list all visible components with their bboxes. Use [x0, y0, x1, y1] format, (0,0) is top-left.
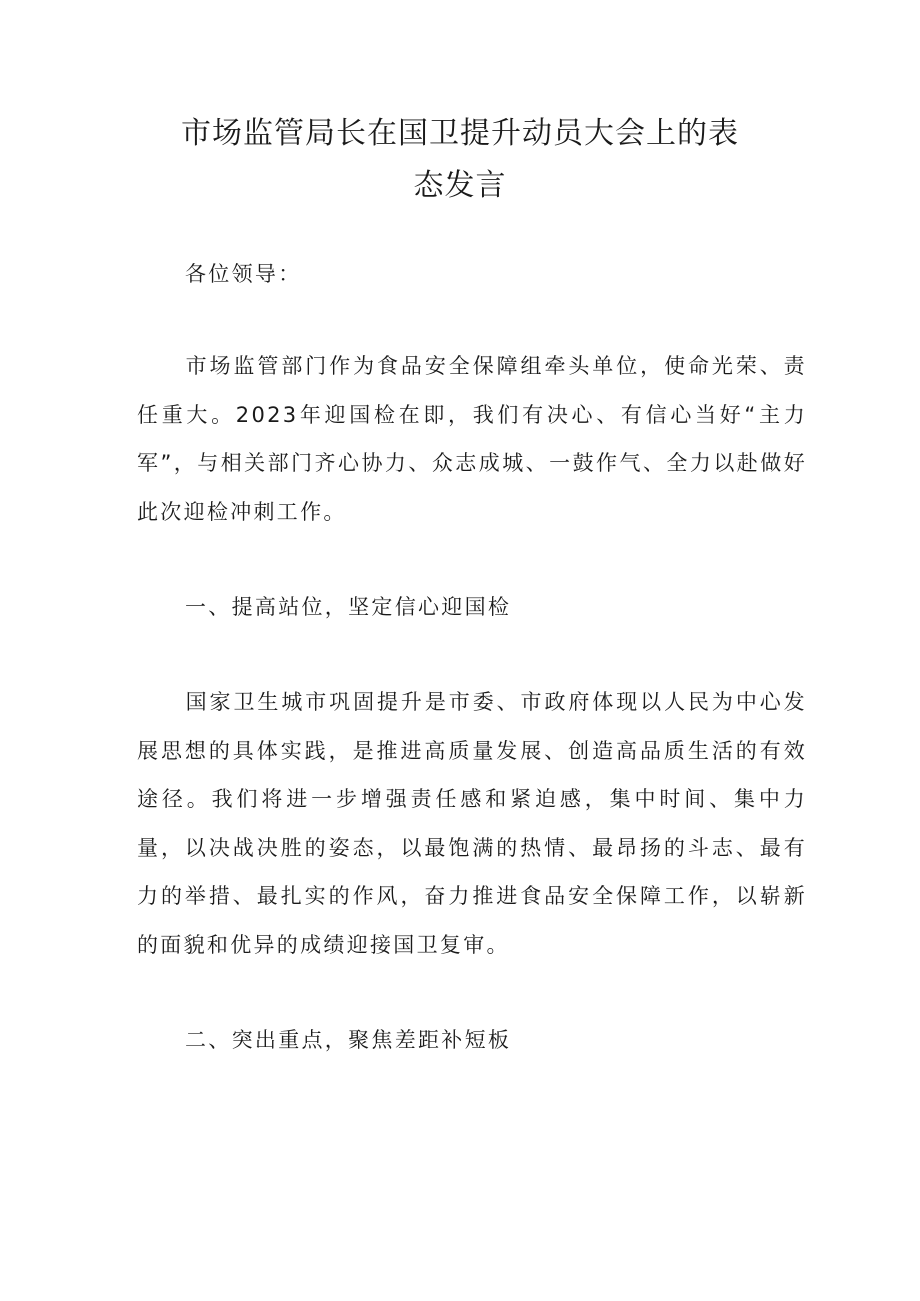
section-heading-1-text: 一、提高站位，坚定信心迎国检	[185, 595, 512, 619]
paragraph-2	[137, 678, 807, 969]
greeting	[137, 250, 807, 299]
greeting-text: 各位领导：	[185, 262, 302, 286]
document-title	[0, 108, 920, 212]
paragraph-1-text: 市场监管部门作为食品安全保障组牵头单位，使命光荣、责任重大。2023年迎国检在即，我们有决心、有信心当好“主力军”，与相关部门齐心协力、众志成城、一鼓作气、全力以赴做好此次迎检冲刺工作。	[137, 354, 807, 524]
paragraph-2-text: 国家卫生城市巩固提升是市委、市政府体现以人民为中心发展思想的具体实践，是推进高质量发展、创造高品质生活的有效途径。我们将进一步增强责任感和紧迫感，集中时间、集中力量，以决战决胜的姿态，以最饱满的热情、最昂扬的斗志、最有力的举措、最扎实的作风，奋力推进食品安全保障工作，以崭新的面貌和优异的成绩迎接国卫复审。	[137, 690, 807, 957]
title-line-1: 市场监管局长在国卫提升动员大会上的表	[181, 116, 739, 151]
section-heading-1	[137, 583, 807, 632]
section-heading-2-text: 二、突出重点，聚焦差距补短板	[185, 1028, 512, 1052]
title-line-2: 态发言	[413, 168, 507, 203]
section-heading-2	[137, 1016, 807, 1065]
paragraph-1	[137, 342, 807, 536]
